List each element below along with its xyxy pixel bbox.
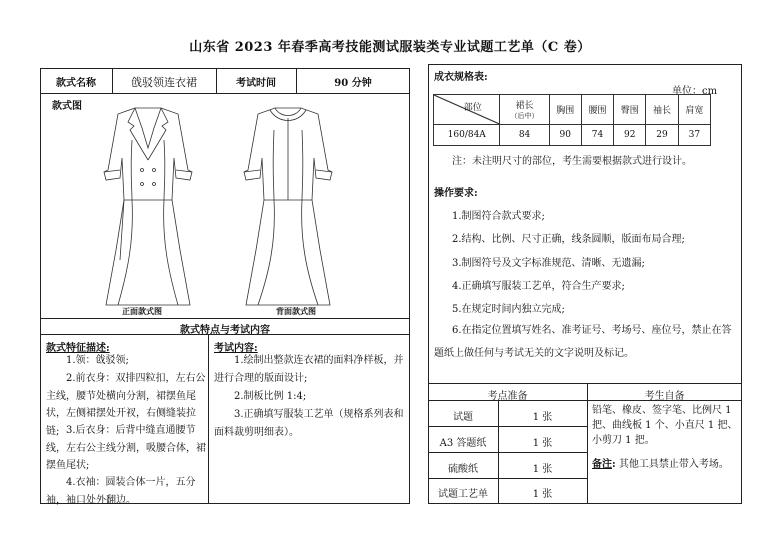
prep-item-qty: 1 张 — [532, 438, 553, 449]
prep-header: 考点准备 — [487, 391, 528, 402]
front-dress-illustration — [104, 108, 192, 305]
spec-table — [433, 94, 711, 146]
prep-item-name: 硫酸纸 — [448, 464, 478, 475]
requirement-2: 2.结构、比例、尺寸正确，线条圆顺，版面布局合理; — [452, 234, 685, 245]
exam-time-label: 考试时间 — [236, 78, 276, 89]
remark: 备注: 其他工具禁止带入考场。 — [592, 459, 729, 470]
remark-text: 其他工具禁止带入考场。 — [618, 459, 729, 470]
features-list — [46, 352, 204, 370]
spec-sleeve: 29 — [646, 125, 678, 146]
spec-length: 84 — [500, 125, 549, 146]
spec-waist: 74 — [581, 125, 613, 146]
spec-header-shoulder: 肩宽 — [678, 95, 710, 125]
exam-item-1: 1.绘制出整款连衣裙的面料净样板，并进行合理的版面设计; — [214, 355, 404, 384]
front-caption: 正面款式图 — [122, 306, 162, 316]
style-name-label: 款式名称 — [56, 78, 96, 89]
prep-item-qty: 1 张 — [532, 489, 553, 500]
prep-item-name: 试题工艺单 — [438, 489, 488, 500]
style-drawings — [90, 100, 360, 310]
prep-item-name: A3 答题纸 — [439, 438, 487, 449]
self-header: 考生自备 — [644, 391, 685, 402]
requirement-6: 6.在指定位置填写姓名、准考证号、考场号、座位号，禁止在答题纸上做任何与考试无关的文字说明及标记。 — [434, 325, 732, 359]
back-caption: 背面款式图 — [276, 306, 316, 316]
self-prep-text: 铅笔、橡皮、签字笔、比例尺 1 把、曲线板 1 个、小直尺 1 把、小剪刀 1 把。 — [592, 405, 738, 446]
unit-label: 单位：cm — [672, 86, 718, 97]
style-name: 戗驳领连衣裙 — [131, 76, 197, 89]
style-drawing-label: 款式图 — [52, 101, 82, 112]
prep-item-name: 试题 — [453, 412, 473, 423]
spec-header-hip: 臀围 — [614, 95, 646, 125]
requirement-3: 3.制图符号及文字标准规范、清晰、无遗漏; — [452, 258, 645, 269]
exam-time: 90 分钟 — [334, 78, 372, 89]
prep-item-qty: 1 张 — [532, 412, 553, 423]
requirement-1: 1.制图符合款式要求; — [452, 211, 545, 222]
remark-label: 备注 — [592, 459, 612, 470]
spec-size: 160/84A — [434, 125, 500, 146]
prep-item-qty: 1 张 — [532, 464, 553, 475]
exam-title: 考试内容: — [214, 343, 258, 354]
spec-header-waist: 腰围 — [581, 95, 613, 125]
spec-hip: 92 — [614, 125, 646, 146]
spec-header-part: 部位 — [434, 95, 500, 125]
requirement-5: 5.在规定时间内独立完成; — [452, 304, 565, 315]
requirements-title: 操作要求: — [434, 188, 478, 199]
spec-chest: 90 — [549, 125, 581, 146]
spec-note: 注：未注明尺寸的部位，考生需要根据款式进行设计。 — [452, 156, 692, 167]
feature-4: 4.衣袖：圆装合体一片，五分袖，袖口处外翻边。 — [46, 477, 196, 506]
spec-header-chest: 胸围 — [549, 95, 581, 125]
feature-2: 2.前衣身：双排四粒扣，左右公主线，腰节处横向分割，裙摆鱼尾状，左侧裙摆处开衩，右侧缝装拉链; — [46, 373, 206, 437]
features-header: 款式特点与考试内容 — [180, 325, 270, 336]
feature-1: 1.领：戗驳领; — [66, 355, 129, 366]
spec-title: 成衣规格表: — [434, 72, 488, 83]
spec-shoulder: 37 — [678, 125, 710, 146]
feature-3: 3.后衣身：后背中缝直通腰节线，左右公主线分割，吸腰合体，裙摆鱼尾状; — [46, 425, 206, 471]
back-dress-illustration — [244, 108, 332, 305]
exam-item-2: 2.制板比例 1:4; — [234, 391, 307, 402]
features-title: 款式特征描述: — [46, 343, 110, 354]
spec-header-length: 裙长 （后中） — [500, 95, 549, 125]
exam-item-3: 3.正确填写服装工艺单（规格系列表和面料裁剪明细表）。 — [214, 409, 404, 438]
page-title: 山东省 2023 年春季高考技能测试服装类专业试题工艺单（C 卷） — [189, 40, 591, 55]
requirement-4: 4.正确填写服装工艺单，符合生产要求; — [452, 281, 625, 292]
spec-header-sleeve: 袖长 — [646, 95, 678, 125]
